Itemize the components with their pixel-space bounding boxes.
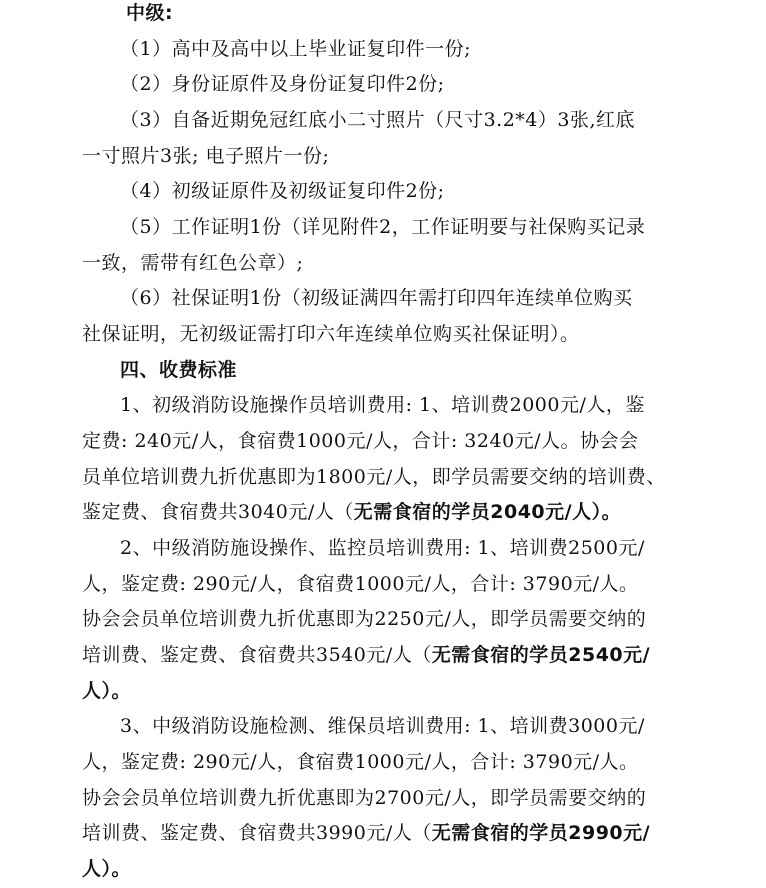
requirement-2: （2）身份证原件及身份证复印件2份; xyxy=(120,73,445,96)
fee-3-no-board-note: 无需食宿的学员2990元/ xyxy=(431,822,651,845)
requirement-6: （6）社保证明1份（初级证满四年需打印四年连续单位购买 xyxy=(120,287,633,310)
requirement-3: （3）自备近期免冠红底小二寸照片（尺寸3.2*4）3张,红底 xyxy=(120,109,636,131)
requirement-5-continued: 一致，需带有红色公章）; xyxy=(82,251,304,274)
fee-2-line-4 xyxy=(82,638,760,674)
requirement-3-continued: 一寸照片3张; 电子照片一份; xyxy=(82,144,330,167)
fee-2-line-3: 协会会员单位培训费九折优惠即为2250元/人，即学员需要交纳的 xyxy=(82,608,647,631)
fee-3-total: 培训费、鉴定费、食宿费共3990元/人（ xyxy=(82,822,432,845)
section-heading-fees: 四、收费标准 xyxy=(120,358,238,381)
fee-1-line-4 xyxy=(82,495,760,531)
fee-3-line-2: 人，鉴定费: 290元/人，食宿费1000元/人，合计: 3790元/人。 xyxy=(82,751,639,773)
fee-1-no-board-note: 无需食宿的学员2040元/人）。 xyxy=(353,501,622,524)
fee-2-line-2: 人，鉴定费: 290元/人，食宿费1000元/人，合计: 3790元/人。 xyxy=(82,572,639,595)
requirement-6-continued: 社保证明，无初级证需打印六年连续单位购买社保证明）。 xyxy=(82,323,580,345)
section-heading-intermediate: 中级: xyxy=(126,2,174,24)
fee-1-total: 鉴定费、食宿费共3040元/人（ xyxy=(82,501,354,524)
requirement-1: （1）高中及高中以上毕业证复印件一份; xyxy=(120,37,471,60)
fee-3-line-1: 3、中级消防设施检测、维保员培训费用: 1、培训费3000元/ xyxy=(120,715,645,738)
fee-3-line-4 xyxy=(82,816,760,852)
requirement-5: （5）工作证明1份（详见附件2，工作证明要与社保购买记录 xyxy=(120,216,646,238)
fee-1-line-1: 1、初级消防设施操作员培训费用: 1、培训费2000元/人，鉴 xyxy=(120,394,645,417)
fee-3-line-3: 协会会员单位培训费九折优惠即为2700元/人，即学员需要交纳的 xyxy=(82,786,647,809)
fee-2-line-1: 2、中级消防施设操作、监控员培训费用: 1、培训费2500元/ xyxy=(120,537,645,559)
fee-1-line-2: 定费: 240元/人，食宿费1000元/人，合计: 3240元/人。协会会 xyxy=(82,430,639,452)
fee-2-total: 培训费、鉴定费、食宿费共3540元/人（ xyxy=(82,644,432,666)
requirement-4: （4）初级证原件及初级证复印件2份; xyxy=(120,180,445,203)
fee-2-no-board-note: 无需食宿的学员2540元/ xyxy=(431,644,651,666)
fee-2-line-5: 人）。 xyxy=(82,679,132,702)
fee-1-line-3: 员单位培训费九折优惠即为1800元/人，即学员需要交纳的培训费、 xyxy=(82,465,666,488)
fee-3-line-5: 人）。 xyxy=(82,858,132,880)
